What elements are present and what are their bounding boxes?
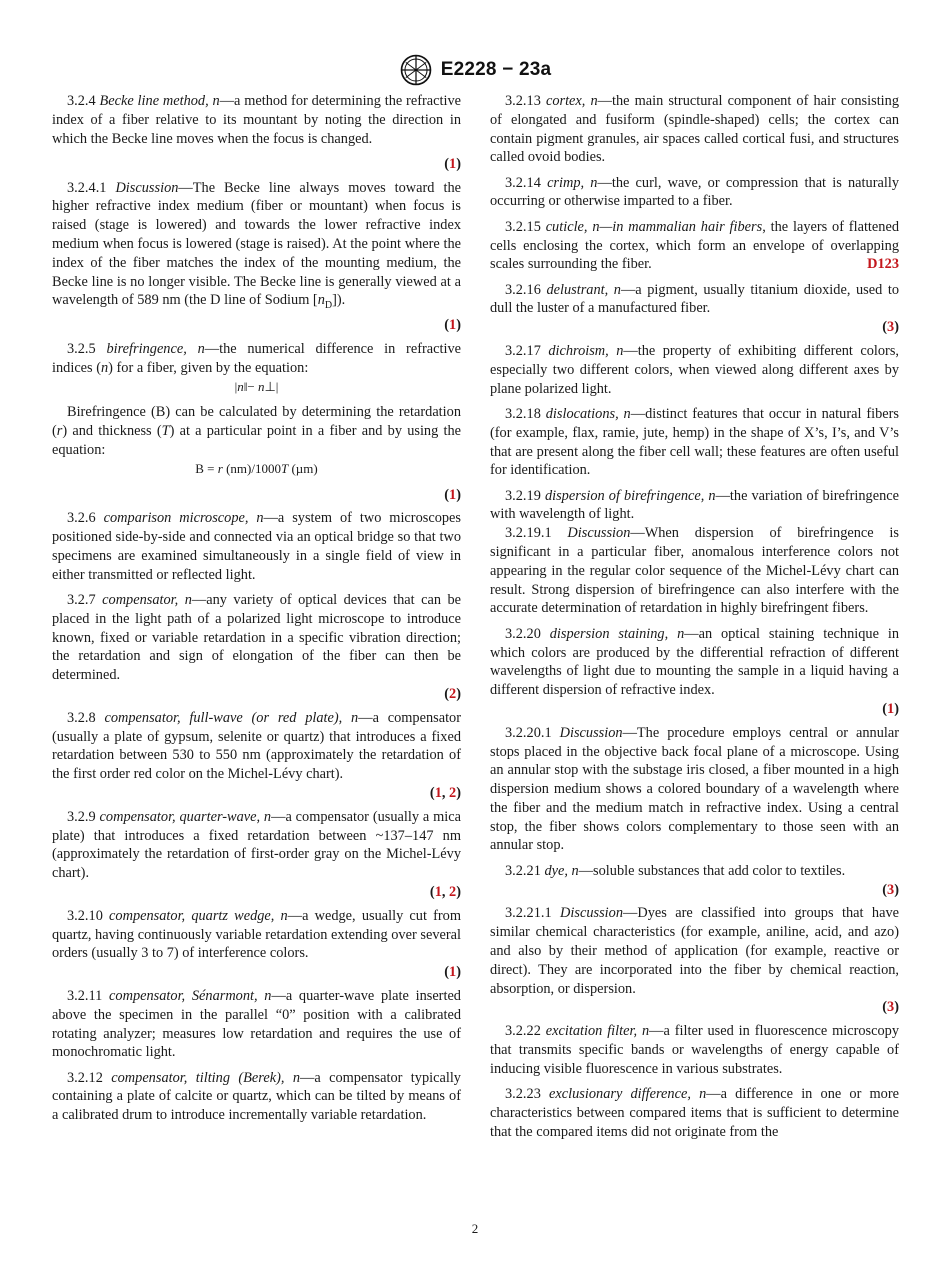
term-3-2-21: 3.2.21 dye, n—soluble substances that add color to textiles. [505, 862, 846, 879]
term-3-2-8: 3.2.8 compensator, full-wave (or red plate), n—a compensator (usually a plate of gypsum, selenite or quartz) that introduces a fixed retardation between 530 to 550 nm (approximately the retardation of the first order red color on the Michel-Lévy chart). [52, 709, 462, 783]
reference-marker: (1) [882, 700, 899, 717]
term-3-2-9: 3.2.9 compensator, quarter-wave, n—a compensator (usually a mica plate) that introduces a fixed retardation between ~137–147 nm (approximately the retardation of first-order gray on the Michel-Lévy chart). [52, 808, 461, 882]
birefringence-equation: |n‖− n⊥| [234, 378, 279, 394]
term-3-2-22: 3.2.22 excitation filter, n—a filter used in fluorescence microscopy that transmits specific bands or wavelengths of energy capable of inducing visible fluorescence in various substrates. [490, 1023, 899, 1077]
reference-marker: (1, 2) [429, 883, 461, 900]
reference-marker: (3) [882, 881, 899, 898]
term-3-2-7: 3.2.7 compensator, n—any variety of optical devices that can be placed in the light path of a polarized light microscope to introduce known, fixed or variable retardation in a specific vibration direction; the retardation and sign of elongation of the fiber can then be determined. [52, 591, 462, 684]
term-3-2-18: 3.2.18 dislocations, n—distinct features that occur in natural fibers (for example, flax, ramie, jute, hemp) in the shape of X’s, I’s, and V’s that are present along the fiber cell wall; these features are often useful for identification. [490, 405, 899, 479]
reference-marker: (1) [444, 964, 461, 981]
reference-marker: (2) [444, 685, 461, 702]
term-3-2-13: 3.2.13 cortex, n—the main structural component of hair consisting of elongated and fusiform (spindle-shaped) cells; the cortex can contain pigment granules, air spaces called cortical fusi, and structures called ovoid bodies. [490, 93, 900, 166]
term-3-2-14: 3.2.14 crimp, n—the curl, wave, or compression that is naturally occurring or otherwise imparted to a fiber. [490, 174, 899, 210]
left-column [52, 92, 461, 1132]
term-3-2-15: 3.2.15 cuticle, n—in mammalian hair fibers, the layers of flattened cells enclosing the cortex, which form an envelope of overlapping scales surrounding the fiber. D123 [490, 218, 899, 273]
right-column [490, 92, 899, 1148]
term-3-2-19-1: 3.2.19.1 Discussion—When dispersion of birefringence is significant in a particular fiber, anomalous interference colors not appearing in the regular color sequence of the Michel-Lévy chart can result. Strong dispersion of birefringence can also interfere with the accurate determination of retardation in highly birefringent fibers. [490, 525, 899, 617]
reference-marker: (1) [444, 486, 461, 503]
term-3-2-16: 3.2.16 delustrant, n—a pigment, usually titanium dioxide, used to dull the luster of a manufactured fiber. [490, 281, 899, 317]
term-3-2-5: 3.2.5 birefringence, n—the numerical difference in refractive indices (n) for a fiber, given by the equation: [52, 340, 461, 376]
term-3-2-4: 3.2.4 Becke line method, n—a method for determining the refractive index of a fiber relative to its mountant by noting the direction in which the Becke line moves when the focus is changed. [52, 93, 461, 147]
term-3-2-11: 3.2.11 compensator, Sénarmont, n—a quarter-wave plate inserted above the specimen in the parallel “0” position with a calibrated rotating analyzer; measures low retardation and requires the use of monochromatic light. [52, 987, 461, 1061]
reference-standard: D123 [867, 256, 899, 273]
page-number: 2 [471, 1221, 479, 1236]
term-3-2-20: 3.2.20 dispersion staining, n—an optical staining technique in which colors are produced by the differential refraction of different wavelengths of light due to mounting the sample in a liquid having a different dispersion of refractive index. [490, 625, 899, 699]
term-3-2-6: 3.2.6 comparison microscope, n—a system of two microscopes positioned side-by-side and connected via an optical bridge so that two specimens are examined simultaneously in a single field of view in either transmitted or reflected light. [52, 510, 461, 583]
term-3-2-10: 3.2.10 compensator, quartz wedge, n—a wedge, usually cut from quartz, having continuously variable retardation extending over several orders (usually 3 to 7) of interference colors. [52, 907, 462, 962]
document-id: E2228 − 23a [440, 59, 552, 80]
birefringence-formula: B = r (nm)/1000T (µm) [195, 460, 318, 476]
reference-marker: (1) [444, 317, 461, 334]
term-3-2-17: 3.2.17 dichroism, n—the property of exhibiting different colors, especially two different colors, when viewed along different axes by plane polarized light. [490, 343, 900, 397]
birefringence-calc-text: Birefringence (B) can be calculated by determining the retardation (r) and thickness (T) at a particular point in a fiber and by using the equation: [52, 404, 461, 458]
term-3-2-20-1: 3.2.20.1 Discussion—The procedure employs central or annular stops placed in the objective back focal plane of a microscope. Using an annular stop with the substage iris closed, a fiber mounted in a high dispersion medium shows a colored boundary of a wavelength where the fiber and the medium match in refractive index. Using a central stop, the fiber shows colors complementary to those seen with an annular stop. [490, 724, 900, 854]
reference-marker: (3) [882, 319, 899, 336]
term-3-2-21-1: 3.2.21.1 Discussion—Dyes are classified into groups that have similar chemical characteristics (for example, aniline, acid, and azo) and also by their method of application (for example, reactive or direct). They are incorporated into the fiber by chemical reaction, absorption, or dispersion. [490, 905, 899, 997]
reference-marker: (3) [882, 999, 899, 1016]
term-3-2-23: 3.2.23 exclusionary difference, n—a difference in one or more characteristics between compared items that is sufficient to determine that the compared items did not originate from the [490, 1086, 899, 1140]
astm-logo-icon [399, 53, 433, 87]
term-3-2-19: 3.2.19 dispersion of birefringence, n—the variation of birefringence with wavelength of light. [490, 487, 900, 523]
reference-marker: (1, 2) [429, 784, 461, 801]
reference-marker: (1) [444, 155, 461, 172]
term-3-2-12: 3.2.12 compensator, tilting (Berek), n—a compensator typically containing a plate of calcite or quartz, which can be tilted by means of a calibrated drum to introduce incrementally variable retardation. [52, 1069, 461, 1124]
page-header [0, 52, 950, 88]
term-3-2-4-1: 3.2.4.1 Discussion—The Becke line always moves toward the higher refractive index medium (fiber or mountant) when focus is raised (stage is lowered) and towards the lower refractive index medium when focus is lowered (stage is raised). At the point where the index of the fiber matches the index of the mounting medium, the Becke line is no longer visible. The Becke line is generally viewed at a wavelength of 589 nm (the D line of Sodium $[n_D]$). [52, 179, 461, 312]
